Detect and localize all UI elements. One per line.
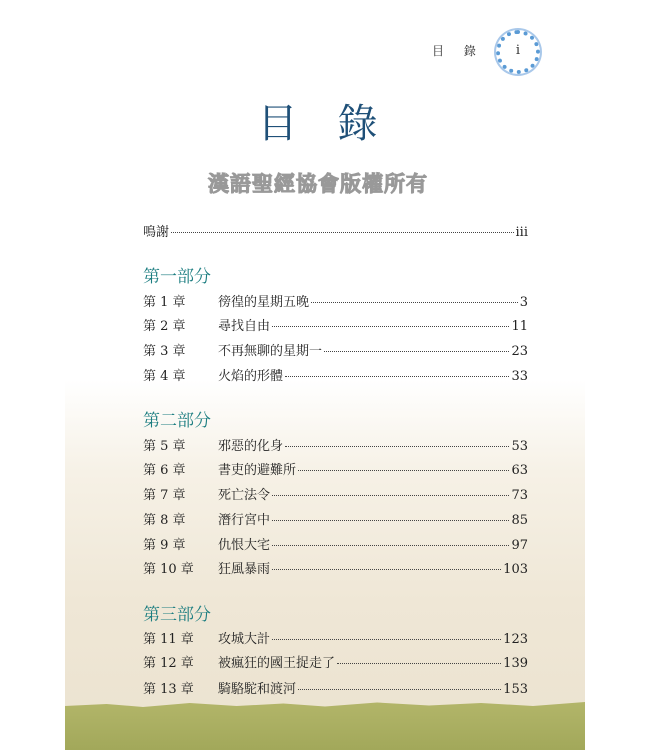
chapter-page: 85 <box>511 513 528 528</box>
chapter-title: 攻城大計 <box>218 632 271 647</box>
leader-dots <box>311 302 518 303</box>
chapter-title: 徬徨的星期五晚 <box>218 295 310 310</box>
entry-page: iii <box>515 225 528 240</box>
leader-dots <box>272 520 509 521</box>
page-number-ornament <box>496 30 540 74</box>
part-heading: 第二部分 <box>143 411 211 431</box>
chapter-page: 103 <box>503 562 528 577</box>
chapter-number: 第 7 章 <box>143 488 186 503</box>
chapter-number: 第 6 章 <box>143 463 186 478</box>
chapter-page: 3 <box>519 295 528 310</box>
chapter-number: 第 5 章 <box>143 439 186 454</box>
toc-entry[interactable] <box>143 534 528 554</box>
chapter-number: 第 1 章 <box>143 295 186 310</box>
chapter-title: 尋找自由 <box>218 319 271 334</box>
toc-acknowledgement[interactable] <box>143 221 528 241</box>
chapter-number: 第 3 章 <box>143 344 186 359</box>
chapter-page: 23 <box>511 344 528 359</box>
chapter-title: 書吏的避難所 <box>218 463 297 478</box>
chapter-page: 33 <box>511 369 528 384</box>
chapter-number: 第 10 章 <box>143 562 194 577</box>
chapter-page: 153 <box>503 682 528 697</box>
chapter-title: 火焰的形體 <box>218 369 284 384</box>
leader-dots <box>285 376 509 377</box>
chapter-page: 73 <box>511 488 528 503</box>
chapter-page: 97 <box>511 538 528 553</box>
toc-entry[interactable] <box>143 435 528 455</box>
leader-dots <box>298 470 509 471</box>
chapter-number: 第 9 章 <box>143 538 186 553</box>
chapter-page: 123 <box>503 632 528 647</box>
part-heading: 第三部分 <box>143 605 211 625</box>
chapter-title: 不再無聊的星期一 <box>218 344 323 359</box>
leader-dots <box>337 663 501 664</box>
chapter-page: 53 <box>511 439 528 454</box>
toc-entry[interactable] <box>143 509 528 529</box>
toc-entry[interactable] <box>143 628 528 648</box>
leader-dots <box>285 446 509 447</box>
chapter-number: 第 13 章 <box>143 682 194 697</box>
chapter-number: 第 11 章 <box>143 632 194 647</box>
chapter-number: 第 2 章 <box>143 319 186 334</box>
leader-dots <box>272 326 509 327</box>
toc-entry[interactable] <box>143 291 528 311</box>
toc-entry[interactable] <box>143 365 528 385</box>
page-title: 目錄 <box>257 101 418 147</box>
leader-dots <box>272 569 501 570</box>
leader-dots <box>272 639 501 640</box>
chapter-number: 第 12 章 <box>143 656 194 671</box>
leader-dots <box>272 495 509 496</box>
chapter-title: 騎駱駝和渡河 <box>218 682 297 697</box>
chapter-page: 11 <box>511 319 528 334</box>
toc-entry[interactable] <box>143 678 528 698</box>
toc-entry[interactable] <box>143 558 528 578</box>
chapter-title: 邪惡的化身 <box>218 439 284 454</box>
toc-entry[interactable] <box>143 340 528 360</box>
chapter-title: 狂風暴雨 <box>218 562 271 577</box>
leader-dots <box>324 351 509 352</box>
toc-entry[interactable] <box>143 459 528 479</box>
chapter-title: 仇恨大宅 <box>218 538 271 553</box>
chapter-title: 被瘋狂的國王捉走了 <box>218 656 336 671</box>
leader-dots <box>272 545 509 546</box>
chapter-number: 第 8 章 <box>143 513 186 528</box>
toc-entry[interactable] <box>143 652 528 672</box>
chapter-title: 死亡法令 <box>218 488 271 503</box>
chapter-page: 139 <box>503 656 528 671</box>
chapter-page: 63 <box>511 463 528 478</box>
part-heading: 第一部分 <box>143 267 211 287</box>
leader-dots <box>171 232 514 233</box>
running-header: 目 錄 <box>432 44 484 58</box>
entry-title: 鳴謝 <box>143 225 170 240</box>
torn-paper-footer <box>65 700 585 750</box>
leader-dots <box>298 689 501 690</box>
toc-entry[interactable] <box>143 484 528 504</box>
watermark: 漢語聖經協會版權所有 <box>208 172 428 196</box>
toc-entry[interactable] <box>143 315 528 335</box>
chapter-number: 第 4 章 <box>143 369 186 384</box>
page-number: i <box>515 43 521 58</box>
chapter-title: 潛行宮中 <box>218 513 271 528</box>
